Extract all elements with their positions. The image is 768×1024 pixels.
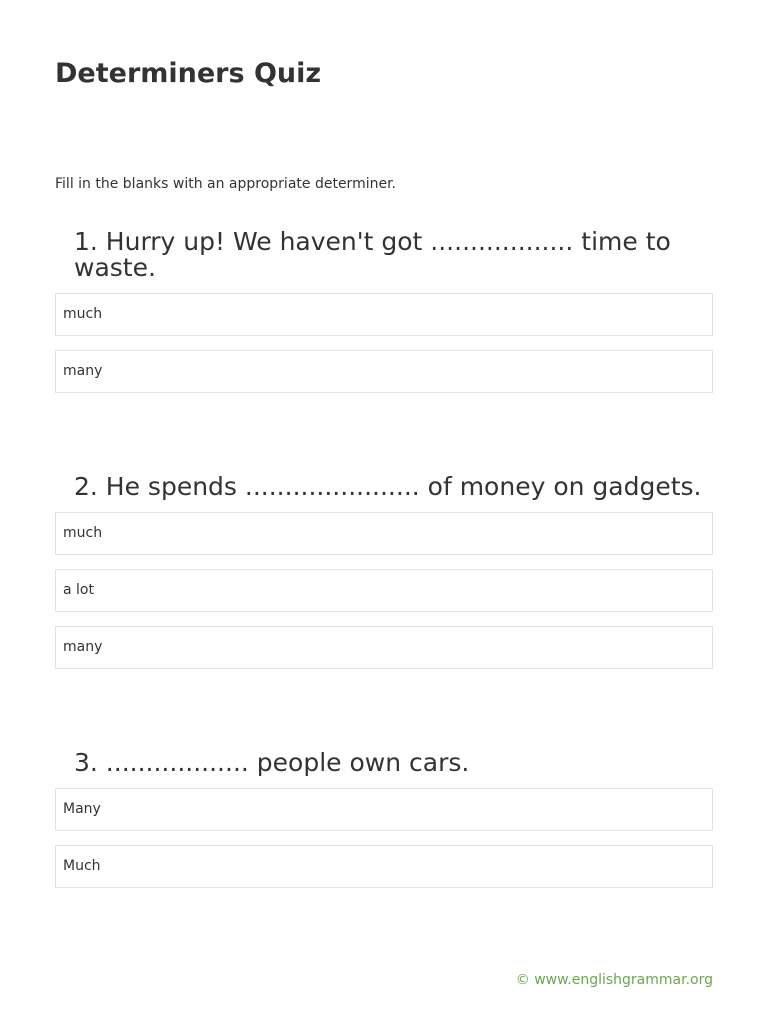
page-title: Determiners Quiz <box>55 58 322 89</box>
answer-options <box>55 512 713 669</box>
answer-option-many[interactable]: many <box>55 350 713 393</box>
copyright-footer: © www.englishgrammar.org <box>515 972 713 988</box>
question-1 <box>55 229 713 393</box>
question-2 <box>55 474 713 669</box>
answer-options <box>55 293 713 393</box>
question-3 <box>55 750 713 888</box>
answer-option-much[interactable]: Much <box>55 845 713 888</box>
answer-option-much[interactable]: much <box>55 293 713 336</box>
answer-option-many[interactable]: Many <box>55 788 713 831</box>
answer-option-many[interactable]: many <box>55 626 713 669</box>
answer-option-much[interactable]: much <box>55 512 713 555</box>
answer-options <box>55 788 713 888</box>
quiz-instructions: Fill in the blanks with an appropriate determiner. <box>55 176 397 192</box>
question-text: 3. .................. people own cars. <box>74 748 470 777</box>
question-text: 1. Hurry up! We haven't got .................. time to waste. <box>74 227 671 282</box>
answer-option-a-lot[interactable]: a lot <box>55 569 713 612</box>
question-text: 2. He spends ...................... of money on gadgets. <box>74 472 702 501</box>
